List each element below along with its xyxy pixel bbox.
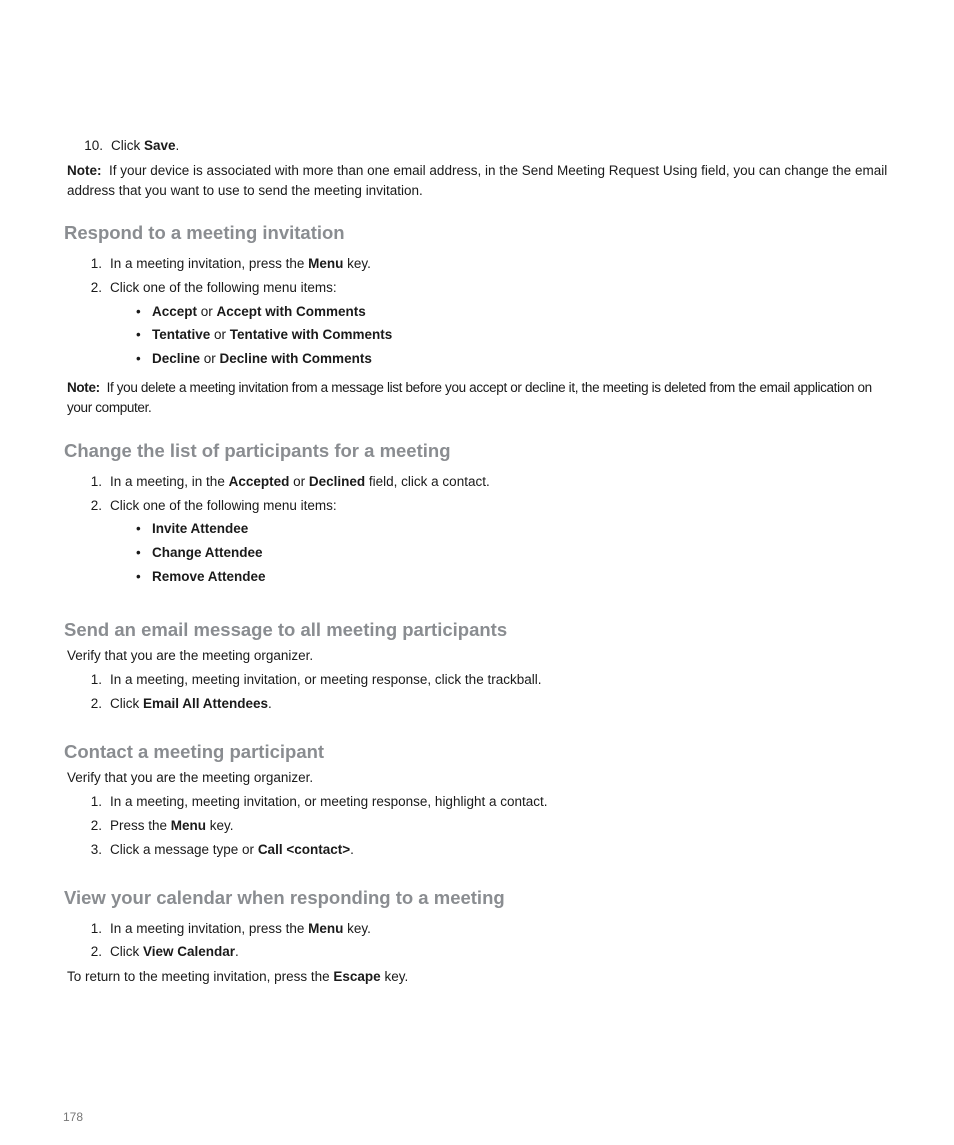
change-bullet-invite: • Invite Attendee	[136, 521, 249, 536]
heading-contact-participant: Contact a meeting participant	[64, 741, 325, 762]
respond-bullet-decline: • Decline or Decline with Comments	[136, 351, 372, 366]
respond-bullet-tentative: • Tentative or Tentative with Comments	[136, 327, 393, 342]
contact-step-2: 2. Press the Menu key.	[90, 818, 234, 833]
heading-view-calendar: View your calendar when responding to a meeting	[64, 887, 505, 908]
view-step-2: 2. Click View Calendar.	[90, 944, 239, 959]
respond-step-2: 2. Click one of the following menu items:	[90, 280, 337, 295]
step-10: 10. Click Save.	[84, 138, 180, 153]
heading-send-email: Send an email message to all meeting participants	[64, 619, 508, 640]
email-step-2: 2. Click Email All Attendees.	[90, 696, 272, 711]
email-prereq: Verify that you are the meeting organizer.	[67, 648, 314, 663]
view-step-1: 1. In a meeting invitation, press the Menu key.	[90, 921, 371, 936]
view-after-text: To return to the meeting invitation, press the Escape key.	[67, 969, 409, 984]
change-step-1: 1. In a meeting, in the Accepted or Declined field, click a contact.	[90, 474, 490, 489]
page-number: 178	[63, 1110, 84, 1124]
contact-step-3: 3. Click a message type or Call <contact>.	[90, 842, 354, 857]
contact-step-1: 1. In a meeting, meeting invitation, or meeting response, highlight a contact.	[90, 794, 548, 809]
respond-bullet-accept: • Accept or Accept with Comments	[136, 304, 366, 319]
heading-change-participants: Change the list of participants for a meeting	[64, 440, 451, 461]
respond-step-1: 1. In a meeting invitation, press the Menu key.	[90, 256, 371, 271]
note-email-address: Note: If your device is associated with more than one email address, in the Send Meeting Request Using field, you can change the email address that you want to use to send the meeting invitation.	[67, 163, 888, 198]
change-step-2: 2. Click one of the following menu items:	[90, 498, 337, 513]
contact-prereq: Verify that you are the meeting organizer.	[67, 770, 314, 785]
note-delete-invitation: Note: If you delete a meeting invitation from a message list before you accept or decline it, the meeting is deleted from the email application on your computer.	[67, 380, 872, 415]
email-step-1: 1. In a meeting, meeting invitation, or meeting response, click the trackball.	[90, 672, 542, 687]
change-bullet-remove: • Remove Attendee	[136, 569, 266, 584]
heading-respond: Respond to a meeting invitation	[64, 222, 345, 243]
change-bullet-change: • Change Attendee	[136, 545, 263, 560]
